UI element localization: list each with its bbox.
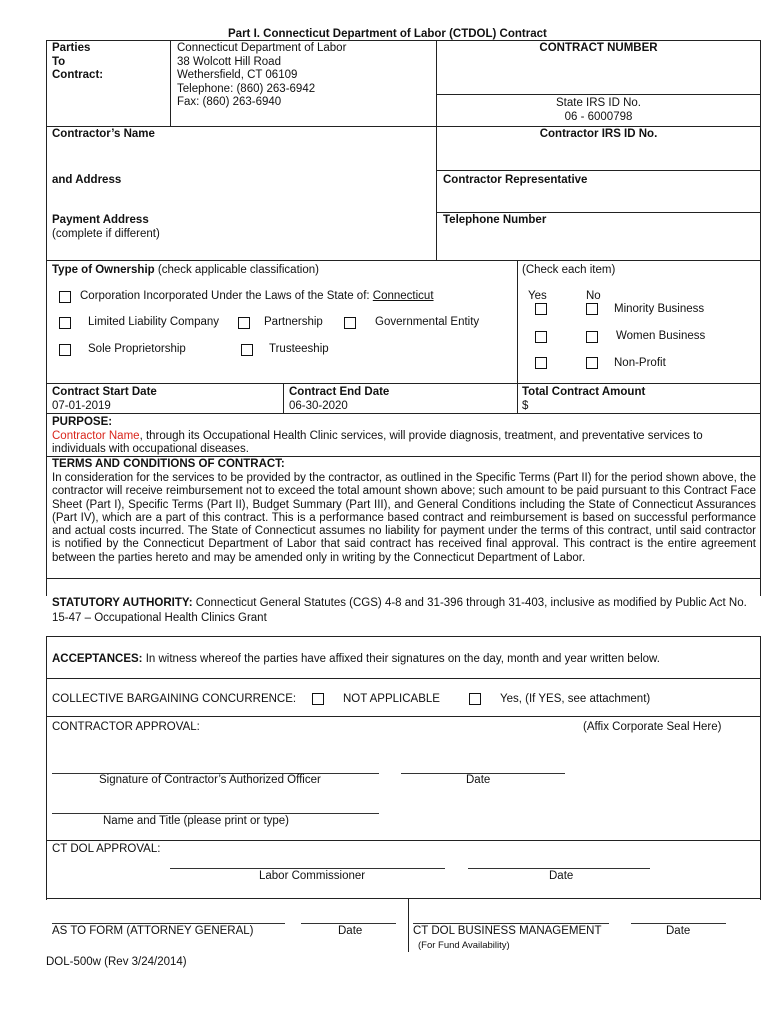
bargaining-yes-label: Yes, (If YES, see attachment) [500,693,651,705]
telephone-label: Telephone Number [443,214,547,226]
check-each-label: (Check each item) [522,264,616,276]
bargaining-yes-checkbox[interactable] [469,693,481,705]
no-header: No [586,290,601,302]
llc-label: Limited Liability Company [88,316,220,328]
yes-header: Yes [528,290,547,302]
address-label: and Address [52,174,122,186]
sole-proprietorship-label: Sole Proprietorship [88,343,186,355]
women-yes-checkbox[interactable] [535,331,547,343]
attorney-date-caption: Date [338,925,363,937]
partnership-label: Partnership [264,316,323,328]
contractor-approval-label: CONTRACTOR APPROVAL: [52,721,200,733]
payment-address-label: Payment Address (complete if different) [52,214,160,240]
purpose-text: Contractor Name, through its Occupational Health Clinic services, will provide diagnosis, treatment, and preventative services to individuals with occupational diseases. [52,430,703,456]
statutory-authority: STATUTORY AUTHORITY: Connecticut General Statutes (CGS) 4-8 and 31-396 through 31-403, inclusive as modified by Public Act No. 15-47 – Occupational Health Clinics Grant [52,597,747,624]
ctdol-address: Connecticut Department of Labor 38 Wolcott Hill Road Wethersfield, CT 06109 Telephone: (860) 263-6942 Fax: (860) 263-6940 [177,42,347,109]
bargaining-label: COLLECTIVE BARGAINING CONCURRENCE: [52,693,297,705]
governmental-checkbox[interactable] [344,317,356,329]
terms-label: TERMS AND CONDITIONS OF CONTRACT: [52,458,285,470]
attorney-date-line[interactable] [301,923,396,924]
attorney-signature-line[interactable] [52,923,285,924]
llc-checkbox[interactable] [59,317,71,329]
partnership-checkbox[interactable] [238,317,250,329]
contract-end-date: Contract End Date 06-30-2020 [289,386,390,412]
ownership-label: Type of Ownership (check applicable classification) [52,264,319,276]
attorney-caption: AS TO FORM (ATTORNEY GENERAL) [52,925,254,937]
trusteeship-checkbox[interactable] [241,344,253,356]
sole-proprietorship-checkbox[interactable] [59,344,71,356]
purpose-label: PURPOSE: [52,416,113,428]
business-date-line[interactable] [631,923,726,924]
nonprofit-no-checkbox[interactable] [586,357,598,369]
contractor-name-placeholder[interactable]: Contractor Name [52,430,140,442]
commissioner-signature-line[interactable] [170,868,445,869]
women-no-checkbox[interactable] [586,331,598,343]
fund-availability-caption: (For Fund Availability) [418,940,510,951]
women-business-label: Women Business [616,330,706,342]
non-profit-label: Non-Profit [614,357,666,369]
parties-label: Parties To Contract: [52,42,104,81]
contract-start-date: Contract Start Date 07-01-2019 [52,386,157,412]
minority-business-label: Minority Business [614,303,705,315]
contractor-rep-label: Contractor Representative [443,174,588,186]
minority-yes-checkbox[interactable] [535,303,547,315]
not-applicable-checkbox[interactable] [312,693,324,705]
total-contract-amount: Total Contract Amount $ [522,386,646,412]
corporation-label: Corporation Incorporated Under the Laws of the State of: Connecticut [80,290,434,302]
signature-caption: Signature of Contractor’s Authorized Officer [99,774,321,786]
corporate-seal-label: (Affix Corporate Seal Here) [583,721,722,733]
commissioner-date-caption: Date [549,870,574,882]
contractor-irs-label: Contractor IRS ID No. [539,128,658,140]
trusteeship-label: Trusteeship [269,343,329,355]
contract-number-label: CONTRACT NUMBER [539,42,658,54]
business-caption: CT DOL BUSINESS MANAGEMENT [413,925,602,937]
business-date-caption: Date [666,925,691,937]
terms-text: In consideration for the services to be provided by the contractor, as outlined in the Specific Terms (Part II) for the period shown above, the contractor will receive reimbursement not to exceed the total amount shown above; such amount to be paid pursuant to this Contract Face Sheet (Part I), Specific Terms (Part II), Budget Summary (Part III), and General Conditions including the State of Connecticut Assurances (Part IV), which are a part of this contract. This is a performance based contract and reimbursement is based on successful performance and actual costs incurred. The State of Connecticut assumes no liability for payment under the terms of this contract, until said contractor is notified by the Connecticut Department of Labor that said contract has received final approval. This contract is the entire agreement between the parties hereto and may be amended only in writing by the Connecticut Department of Labor. [52,472,756,564]
name-title-line[interactable] [52,813,379,814]
acceptances: ACCEPTANCES: In witness whereof the parties have affixed their signatures on the day, month and year written below. [52,653,660,665]
contractor-name-label: Contractor’s Name [52,128,155,140]
state-irs-id: State IRS ID No. 06 - 6000798 [555,97,641,123]
nonprofit-yes-checkbox[interactable] [535,357,547,369]
name-title-caption: Name and Title (please print or type) [103,815,290,827]
minority-no-checkbox[interactable] [586,303,598,315]
corporation-checkbox[interactable] [59,291,71,303]
form-title: Part I. Connecticut Department of Labor (CTDOL) Contract [228,28,547,40]
commissioner-date-line[interactable] [468,868,650,869]
commissioner-caption: Labor Commissioner [259,870,366,882]
ctdol-approval-label: CT DOL APPROVAL: [52,843,161,855]
form-revision: DOL-500w (Rev 3/24/2014) [46,956,187,968]
governmental-label: Governmental Entity [375,316,480,328]
business-signature-line[interactable] [413,923,609,924]
officer-date-caption: Date [466,774,491,786]
not-applicable-label: NOT APPLICABLE [343,693,440,705]
